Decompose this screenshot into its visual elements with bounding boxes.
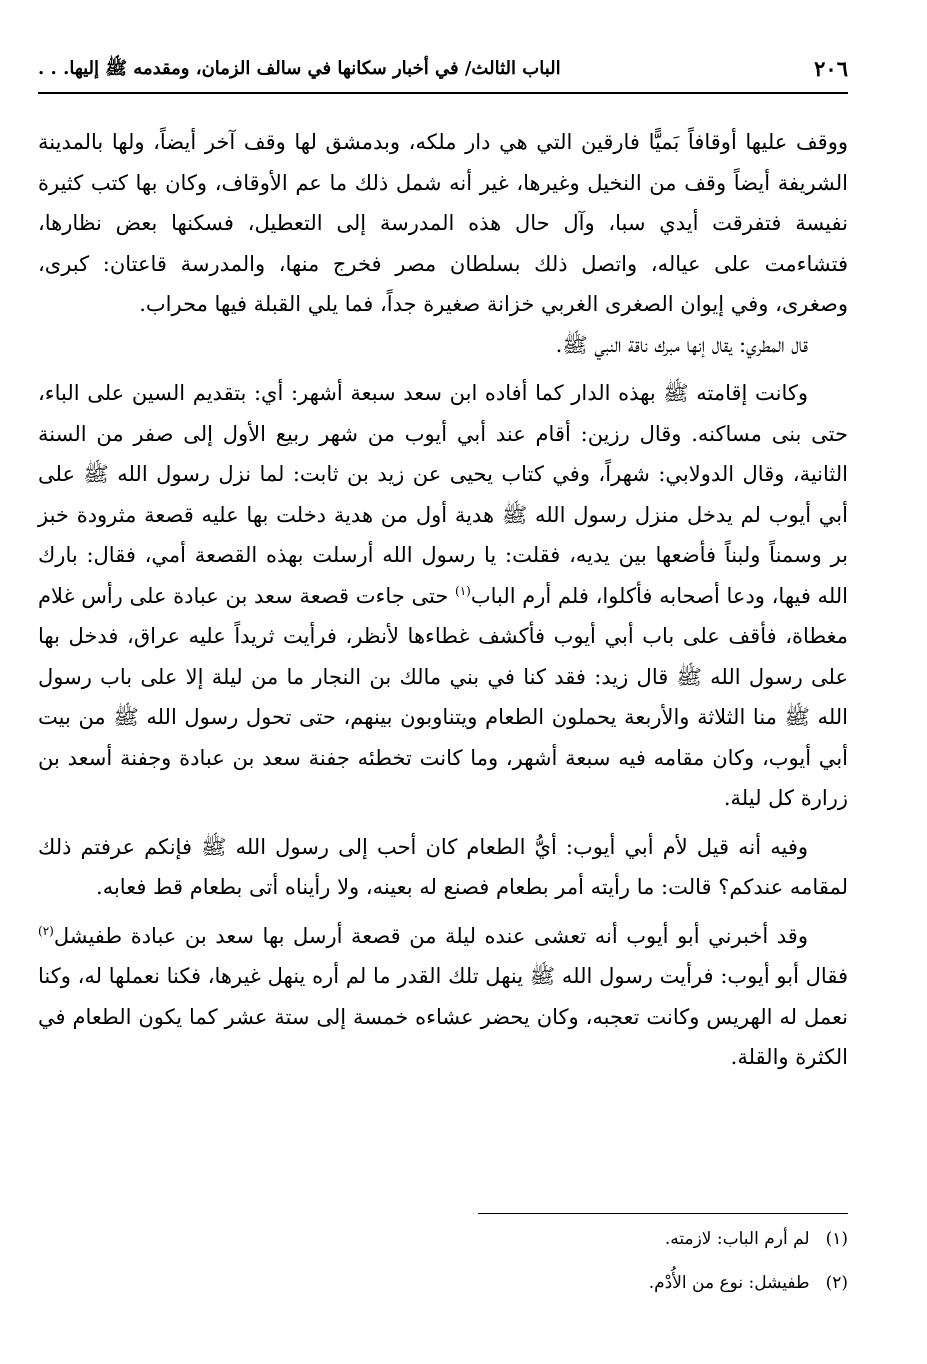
footnote-text: طفيشل: نوع من الأُدْم.: [648, 1273, 810, 1293]
paragraph-text: فقال أبو أيوب: فرأيت رسول الله ﷺ ينهل تلك القدر ما لم أره ينهل غيرها، فكنا نعملها له، وكنا نعمل له الهريس وكانت تعجبه، وكان يحضر عشاءه خمسة إلى ستة عشر كما يكون الطعام في الكثرة والقلة.: [38, 964, 848, 1069]
paragraph: قال المطري: يقال إنها مبرك ناقة النبي ﷺ.: [555, 332, 808, 357]
paragraph-text: وكانت إقامته ﷺ بهذه الدار كما أفاده ابن سعد سبعة أشهر: أي: بتقديم السين على الباء، حتى بنى مساكنه. وقال رزين: أقام عند أبي أيوب من شهر ربيع الأول إلى صفر من السنة الثانية، وقال الدولابي: شهراً، وفي كتاب يحيى عن زيد بن ثابت: لما نزل رسول الله ﷺ على أبي أيوب لم يدخل منزل رسول الله ﷺ هدية أول من هدية دخلت بها عليه قصعة مثرودة خبز بر وسمناً ولبناً فأضعها بين يديه، فقلت: يا رسول الله أرسلت بهذه القصعة أمي، فقال: بارك الله فيها، ودعا أصحابه فأكلوا، فلم أرم الباب: [38, 381, 849, 608]
footnote-marker: (١): [455, 583, 471, 598]
running-title: الباب الثالث/ في أخبار سكانها في سالف الزمان، ومقدمه ﷺ إليها. . .: [38, 58, 561, 79]
paragraph: ووقف عليها أوقافاً بَميًّا فارقين التي هي دار ملكه، وبدمشق لها وقف آخر أيضاً، ولها بالمدينة الشريفة أيضاً وقف من النخيل وغيرها، غير أنه شمل ذلك ما عم الأوقاف، وكان بها كتب كثيرة نفيسة فتفرقت أيدي سبا، وآل حال هذه المدرسة إلى التعطيل، فسكنها بعض نظارها، فتشاءمت على عياله، واتصل ذلك بسلطان مصر فخرج منها، والمدرسة قاعتان: كبرى، وصغرى، وفي إيوان الصغرى الغربي خزانة صغيرة جداً، فما يلي القبلة فيها محراب.: [38, 130, 848, 316]
footnote-text: لم أرم الباب: لازمته.: [664, 1229, 810, 1249]
footnote: [38, 1266, 848, 1300]
main-text: [38, 122, 848, 1078]
page-header: [38, 50, 848, 90]
paragraph: [38, 916, 848, 1078]
page-number: ٢٠٦: [814, 56, 848, 81]
paragraph-text: وقد أخبرني أبو أيوب أنه تعشى عنده ليلة من قصعة أرسل بها سعد بن عبادة طفيشل: [53, 923, 808, 948]
footnote-divider: [478, 1213, 848, 1214]
paragraph: وفيه أنه قيل لأم أبي أيوب: أيُّ الطعام كان أحب إلى رسول الله ﷺ فإنكم عرفتم ذلك لمقامه عندكم؟ قالت: ما رأيته أمر بطعام فصنع له بعينه، ولا رأيناه أتى بطعام قط فعابه.: [38, 834, 848, 899]
footnote-number: (٢): [825, 1273, 848, 1293]
footnote-number: (١): [825, 1229, 848, 1249]
header-divider: [38, 92, 848, 94]
paragraph: [38, 373, 848, 819]
paragraph-text: حتى جاءت قصعة سعد بن عبادة على رأس غلام مغطاة، فأقف على باب أبي أيوب فأكشف غطاءها لأنظر، فرأيت ثريداً عليه عراق، فدخل بها على رسول الله ﷺ قال زيد: فقد كنا في بني مالك بن النجار ما من ليلة إلا على باب رسول الله ﷺ منا الثلاثة والأربعة يحملون الطعام ويتناوبون بينهم، حتى تحول رسول الله ﷺ من بيت أبي أيوب، وكان مقامه فيه سبعة أشهر، وما كانت تخطئه جفنة سعد بن عبادة وجفنة أسعد بن زرارة كل ليلة.: [38, 583, 848, 810]
footnote: [38, 1222, 848, 1256]
footnote-marker: (٢): [38, 923, 54, 938]
footnotes: [38, 1222, 848, 1310]
